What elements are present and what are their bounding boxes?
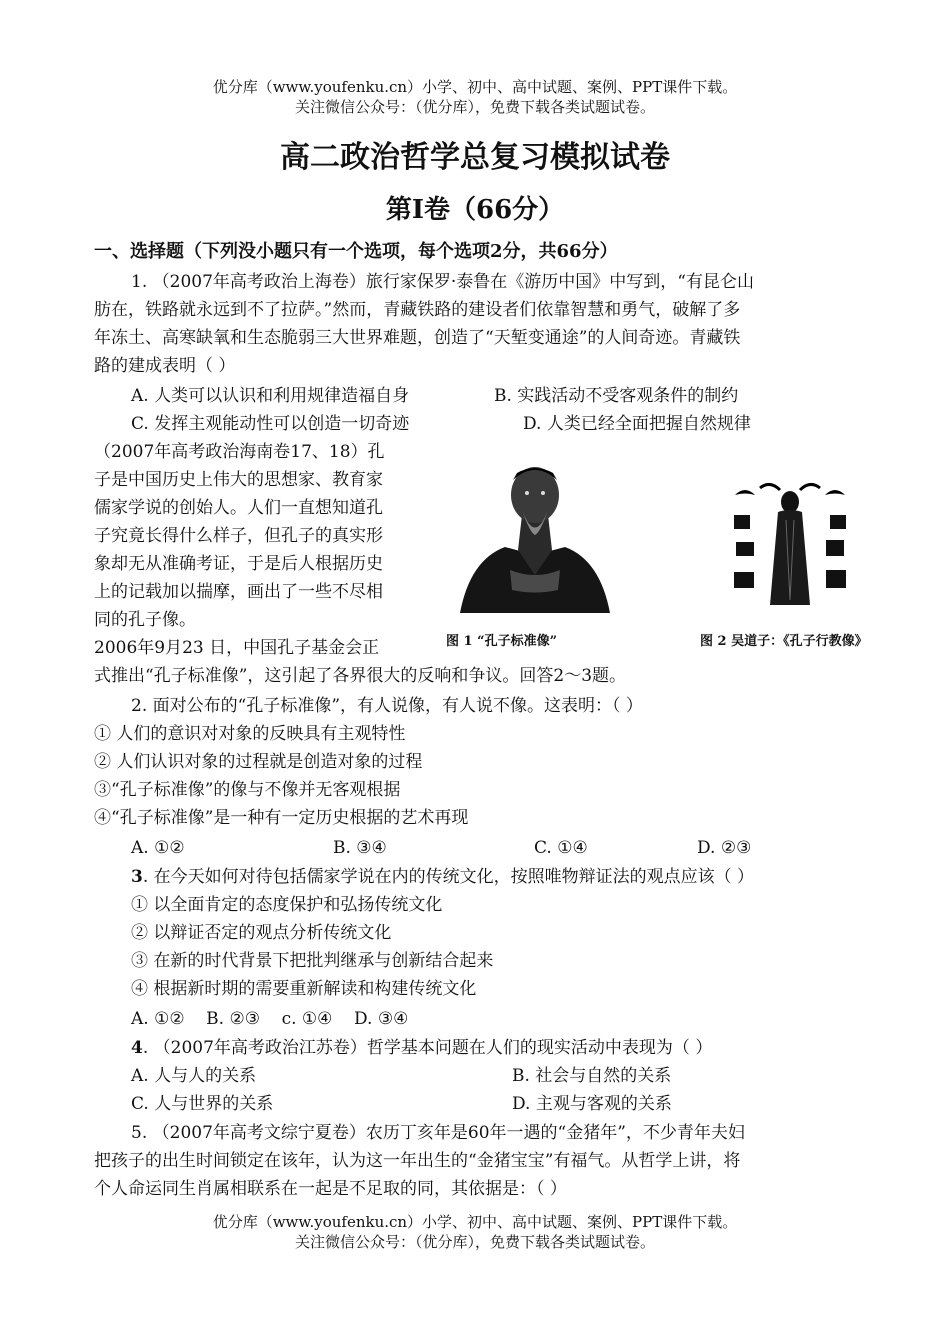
q1-line-1: 1. （2007年高考政治上海卷）旅行家保罗·泰鲁在《游历中国》中写到，“有昆仑山	[131, 272, 754, 292]
q1-line-3: 年冻土、高寒缺氧和生态脆弱三大世界难题，创造了“天堑变通途”的人间奇迹。青藏铁	[94, 328, 741, 348]
material-line-8: 2006年9月23 日，中国孔子基金会正	[94, 638, 380, 658]
q4-stem	[131, 1036, 712, 1060]
q4-option-a: A. 人与人的关系	[131, 1066, 257, 1086]
q1-option-b: B. 实践活动不受客观条件的制约	[494, 386, 739, 406]
confucius-standard-portrait-figure	[450, 455, 620, 615]
q3-statement-2: ② 以辩证否定的观点分析传统文化	[131, 923, 392, 943]
material-line-9: 式推出“孔子标准像”，这引起了各界很大的反响和争议。回答2～3题。	[94, 666, 627, 686]
q4-stem-text: . （2007年高考政治江苏卷）哲学基本问题在人们的现实活动中表现为（ ）	[142, 1038, 713, 1058]
q3-statement-3: ③ 在新的时代背景下把批判继承与创新结合起来	[131, 951, 494, 971]
q2-stem: 2. 面对公布的“孔子标准像”，有人说像，有人说不像。这表明：（ ）	[131, 696, 643, 716]
q3-stem-text: . 在今天如何对待包括儒家学说在内的传统文化，按照唯物辩证法的观点应该（ ）	[142, 867, 755, 887]
q3-number: 3	[131, 867, 143, 887]
q5-line-2: 把孩子的出生时间锁定在该年，认为这一年出生的“金猪宝宝”有福气。从哲学上讲，将	[94, 1151, 741, 1171]
material-line-6: 上的记载加以揣摩，画出了一些不尽相	[94, 582, 383, 602]
figure-2-caption: 图 2 吴道子：《孔子行教像》	[700, 634, 868, 649]
wu-daozi-confucius-figure	[730, 480, 850, 610]
material-line-2: 子是中国历史上伟大的思想家、教育家	[94, 470, 383, 490]
material-line-4: 子究竟长得什么样子，但孔子的真实形	[94, 526, 383, 546]
q2-statement-1: ① 人们的意识对对象的反映具有主观特性	[94, 724, 406, 744]
q1-line-2: 肪在，铁路就永远到不了拉萨。”然而，青藏铁路的建设者们依靠智慧和勇气，破解了多	[94, 300, 741, 320]
q3-statement-4: ④ 根据新时期的需要重新解读和构建传统文化	[131, 979, 477, 999]
material-line-3: 儒家学说的创始人。人们一直想知道孔	[94, 498, 383, 518]
q4-number: 4	[131, 1038, 143, 1058]
page-subtitle: 第Ⅰ卷（66分）	[385, 195, 565, 225]
q2-option-a: A. ①②	[131, 838, 185, 858]
material-line-5: 象却无从准确考证，于是后人根据历史	[94, 554, 383, 574]
q1-option-d: D. 人类已经全面把握自然规律	[523, 414, 751, 434]
material-line-7: 同的孔子像。	[94, 610, 196, 630]
q4-option-d: D. 主观与客观的关系	[512, 1094, 672, 1114]
q5-line-3: 个人命运同生肖属相联系在一起是不足取的同，其依据是：（ ）	[94, 1179, 567, 1199]
section-heading: 一、选择题（下列没小题只有一个选项，每个选项2分，共66分）	[94, 241, 618, 262]
material-line-1: （2007年高考政治海南卷17、18）孔	[94, 442, 385, 462]
q4-option-c: C. 人与世界的关系	[131, 1094, 274, 1114]
header-line-2: 关注微信公众号：（优分库），免费下载各类试题试卷。	[294, 98, 655, 116]
q5-line-1: 5. （2007年高考文综宁夏卷）农历丁亥年是60年一遇的“金猪年”，不少青年夫妇	[131, 1123, 745, 1143]
q3-stem	[131, 865, 754, 889]
q2-statement-4: ④“孔子标准像”是一种有一定历史根据的艺术再现	[94, 808, 469, 828]
footer-line-1: 优分库（www.youfenku.cn）小学、初中、高中试题、案例、PPT课件下载。	[212, 1213, 738, 1231]
figure-1-caption: 图 1 “孔子标准像”	[446, 634, 558, 649]
q2-statement-2: ② 人们认识对象的过程就是创造对象的过程	[94, 752, 423, 772]
q2-option-b: B. ③④	[333, 838, 387, 858]
q2-option-c: C. ①④	[534, 838, 588, 858]
header-line-1: 优分库（www.youfenku.cn）小学、初中、高中试题、案例、PPT课件下载。	[212, 78, 738, 96]
q1-option-a: A. 人类可以认识和利用规律造福自身	[131, 386, 410, 406]
q2-option-d: D. ②③	[697, 838, 752, 858]
q1-option-c: C. 发挥主观能动性可以创造一切奇迹	[131, 414, 410, 434]
q3-statement-1: ① 以全面肯定的态度保护和弘扬传统文化	[131, 895, 443, 915]
q4-option-b: B. 社会与自然的关系	[512, 1066, 672, 1086]
footer-line-2: 关注微信公众号：（优分库），免费下载各类试题试卷。	[294, 1233, 655, 1251]
q2-statement-3: ③“孔子标准像”的像与不像并无客观根据	[94, 780, 401, 800]
page-title: 高二政治哲学总复习模拟试卷	[280, 140, 670, 175]
q1-line-4: 路的建成表明（ ）	[94, 356, 236, 376]
q3-options: A. ①② B. ②③ c. ①④ D. ③④	[131, 1009, 409, 1029]
